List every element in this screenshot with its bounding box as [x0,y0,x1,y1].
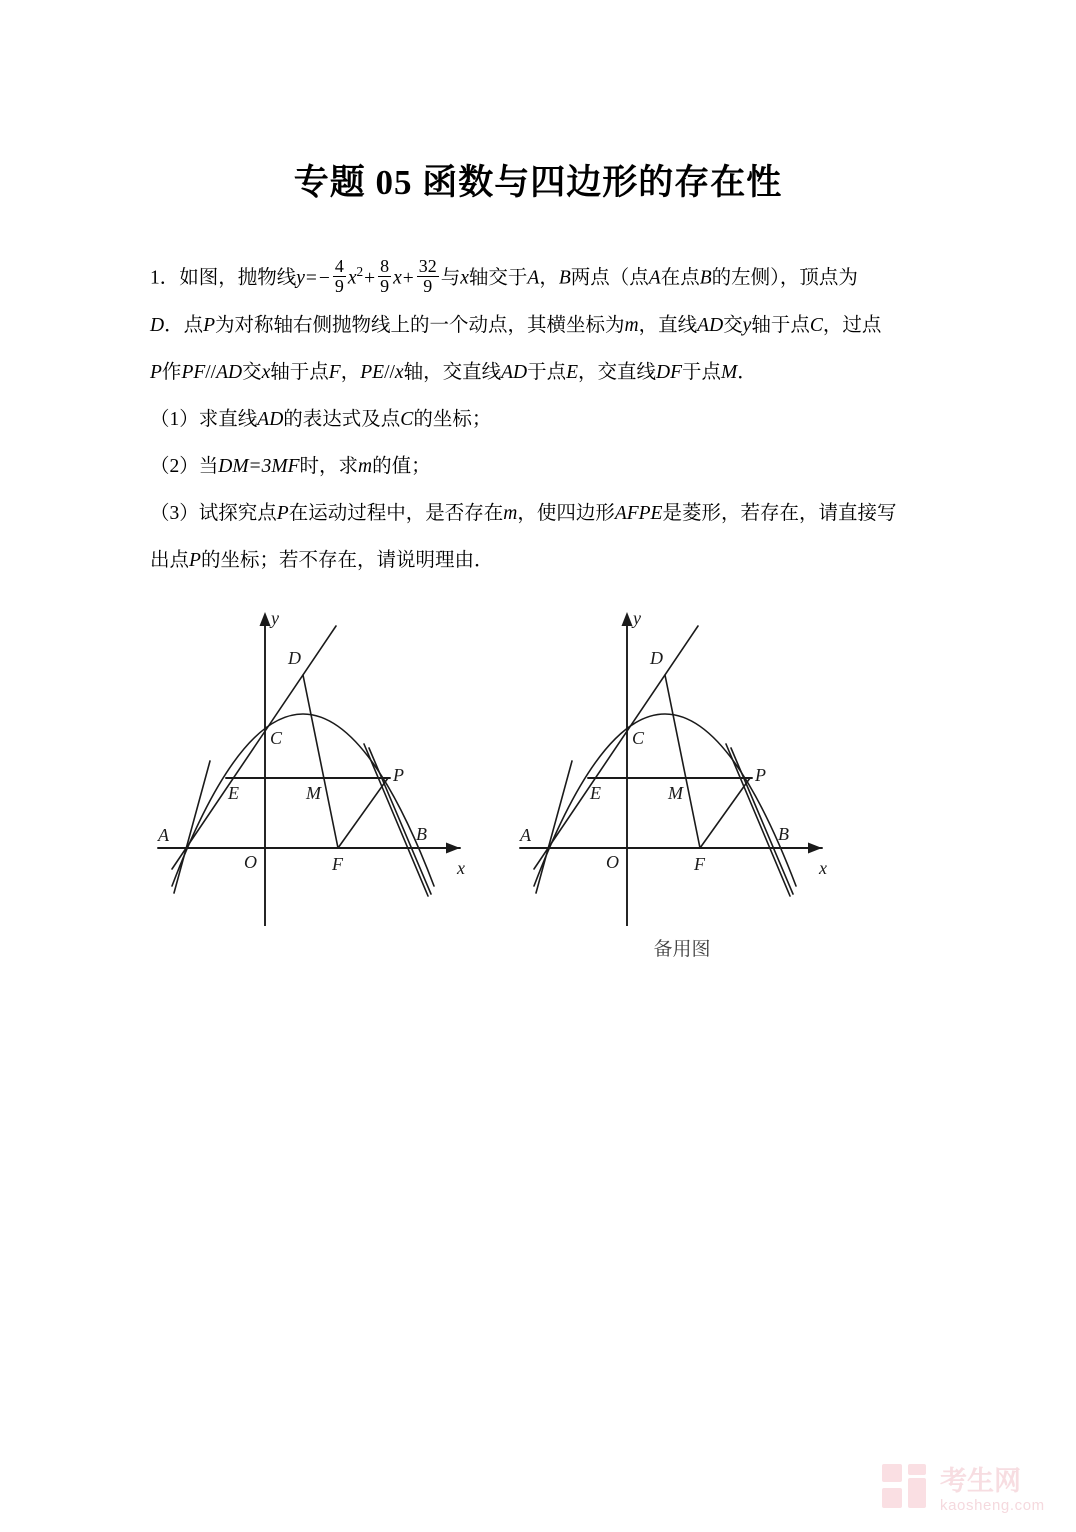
parallel-symbol-1: // [205,361,217,383]
watermark-mark-icon [882,1464,926,1508]
problem-question-1 [150,396,940,443]
watermark-text-en: kaosheng.com [940,1497,1045,1514]
line-AD [534,626,698,869]
page-title: 专题 05 函数与四边形的存在性 [293,163,783,202]
figure-label-E: E [228,783,239,803]
problem-line3-t3: 轴于点 [270,361,329,383]
figure-label-D: D [650,648,663,668]
var-x-axis-1: x [460,267,469,289]
line-A-steep [536,761,572,893]
problem-line1-mid2: 轴交于 [468,267,528,289]
question-2-t1: 当 [198,455,219,477]
point-P-ref-2: P [150,361,162,383]
point-C-ref-1: C [809,314,823,336]
point-E-ref: E [566,361,579,383]
var-y-axis: y [742,314,752,336]
question-3-t1: 试探究点 [198,502,277,524]
fraction-numerator: 32 [418,255,437,276]
segment-AD-ref-2: AD [216,361,243,383]
point-C-q1: C [400,408,414,430]
parallel-symbol-2: // [384,361,395,383]
problem-question-2 [150,443,940,490]
problem-line2-t1: ．点 [164,314,204,336]
problem-line3-t7: ，交直线 [578,361,657,383]
segment-DF-ref: DF [656,361,683,383]
question-3-t5: 的坐标；若不存在，请说明理由． [200,549,494,571]
point-B-ref-2: B [699,267,712,289]
line-FP [700,778,750,848]
figure-label-y: y [633,608,641,628]
var-x-axis-3: x [394,361,404,383]
expr-DM: DM [218,455,249,477]
problem-question-3 [150,490,940,537]
figure-2-caption: 备用图 [653,939,711,960]
question-1-t1: 求直线 [198,408,258,430]
point-A-ref-2: A [648,267,661,289]
figure-label-D: D [288,648,301,668]
question-3-label: （3） [150,502,199,524]
figure-label-y: y [271,608,279,628]
question-2-t2: 时，求 [299,455,359,477]
x-axis-arrow [446,843,460,854]
question-1-t2: 的表达式及点 [283,408,401,430]
problem-line2-t2: 为对称轴右侧抛物线上的一个动点，其横坐标为 [215,314,625,336]
figure-label-A: A [158,825,169,845]
problem-line1-mid4: 在点 [660,267,700,289]
problem-line3-t1: 作 [161,361,182,383]
point-M-ref: M [721,361,738,383]
problem-line2-t6: ，过点 [822,314,882,336]
watermark-text-cn: 考生网 [940,1466,1021,1496]
eq-y: y [296,267,305,289]
line-A-steep [174,761,210,893]
figure-label-P: P [755,765,766,785]
figure-label-B: B [778,824,789,844]
figure-label-A: A [520,825,531,845]
figure-label-C: C [632,728,645,748]
problem-question-3-cont [150,537,940,584]
point-P-ref-1: P [203,314,216,336]
eq-exponent-2: 2 [356,264,364,279]
figure-label-M: M [668,783,683,803]
segment-AD-ref-3: AD [501,361,528,383]
problem-line3-t2: 交 [242,361,262,383]
problem-line-1 [150,248,940,302]
fraction-denominator: 9 [380,276,390,297]
fraction-8-9 [378,257,391,297]
eq-plus-2: + [402,267,414,289]
y-axis-arrow [622,612,633,626]
question-2-label: （2） [150,455,199,477]
question-3-t4: 是菱形，若存在，请直接写 [662,502,897,524]
segment-AD-q1: AD [257,408,284,430]
problem-line1-mid3: 两点（点 [570,267,649,289]
point-B-ref-1: B [558,267,571,289]
point-P-q3-b: P [189,549,201,571]
problem-line3-t4: ， [340,361,361,383]
question-2-t3: 的值； [372,455,431,477]
point-P-q3: P [276,502,289,524]
figure-label-x: x [457,858,465,878]
problem-line2-t3: ，直线 [638,314,698,336]
point-F-ref: F [328,361,341,383]
line-DF [665,675,700,848]
figure-label-F: F [694,854,705,874]
expr-equals: = [249,455,261,477]
eq-x-squared-base: x [347,267,357,289]
problem-line2-t5: 轴于点 [751,314,810,336]
var-m-q2: m [358,455,373,477]
line-AD [172,626,336,869]
problem-line1-suffix: 的左侧），顶点为 [711,267,858,289]
problem-body [150,248,940,584]
problem-line1-prefix: 1．如图，抛物线 [150,267,297,289]
fraction-denominator: 9 [417,276,439,296]
fraction-numerator: 8 [380,255,390,276]
problem-line1-mid1: 与 [440,267,461,289]
parabola-curve [172,714,434,886]
fraction-32-9 [417,257,439,297]
question-3-t2: 在运动过程中，是否存在 [288,502,504,524]
figure-label-O: O [244,852,257,872]
point-D-ref: D [150,314,165,336]
figure-label-M: M [306,783,321,803]
figure-label-C: C [270,728,283,748]
problem-line3-t6: 于点 [527,361,567,383]
x-axis-arrow [808,843,822,854]
figure-1 [150,596,490,926]
quad-AFPE: AFPE [614,502,663,524]
segment-AD-ref-1: AD [697,314,724,336]
var-m-ref-1: m [624,314,639,336]
y-axis-arrow [260,612,271,626]
question-1-label: （1） [150,408,199,430]
segment-PF-ref: PF [181,361,206,383]
problem-line1-comma: ， [539,267,559,289]
parabola-curve [534,714,796,886]
eq-minus: − [318,267,330,289]
problem-line-3 [150,349,940,396]
problem-line2-t4: 交 [723,314,743,336]
point-A-ref-1: A [527,267,540,289]
figure-label-x: x [819,858,827,878]
figure-label-E: E [590,783,601,803]
fraction-numerator: 4 [334,255,344,276]
eq-plus-1: + [364,267,376,289]
figure-2 [512,596,852,926]
segment-PE-ref: PE [360,361,385,383]
line-FP [338,778,388,848]
fraction-denominator: 9 [334,276,344,297]
figure-label-O: O [606,852,619,872]
var-m-q3: m [503,502,518,524]
figure-label-P: P [393,765,404,785]
figure-label-B: B [416,824,427,844]
figure-label-F: F [332,854,343,874]
fraction-4-9 [333,257,346,297]
problem-line3-t9: ． [737,361,757,383]
line-DF [303,675,338,848]
watermark-logo [878,1462,1068,1524]
problem-line3-t5: 轴，交直线 [403,361,502,383]
eq-equals: = [305,267,317,289]
problem-line3-t8: 于点 [682,361,722,383]
expr-3MF: 3MF [261,455,300,477]
question-1-t3: 的坐标； [413,408,492,430]
question-3-line2: 出点 [150,549,190,571]
var-x-axis-2: x [261,361,271,383]
problem-line-2 [150,302,940,349]
question-3-t3: ，使四边形 [517,502,615,524]
eq-x-linear: x [393,267,402,289]
